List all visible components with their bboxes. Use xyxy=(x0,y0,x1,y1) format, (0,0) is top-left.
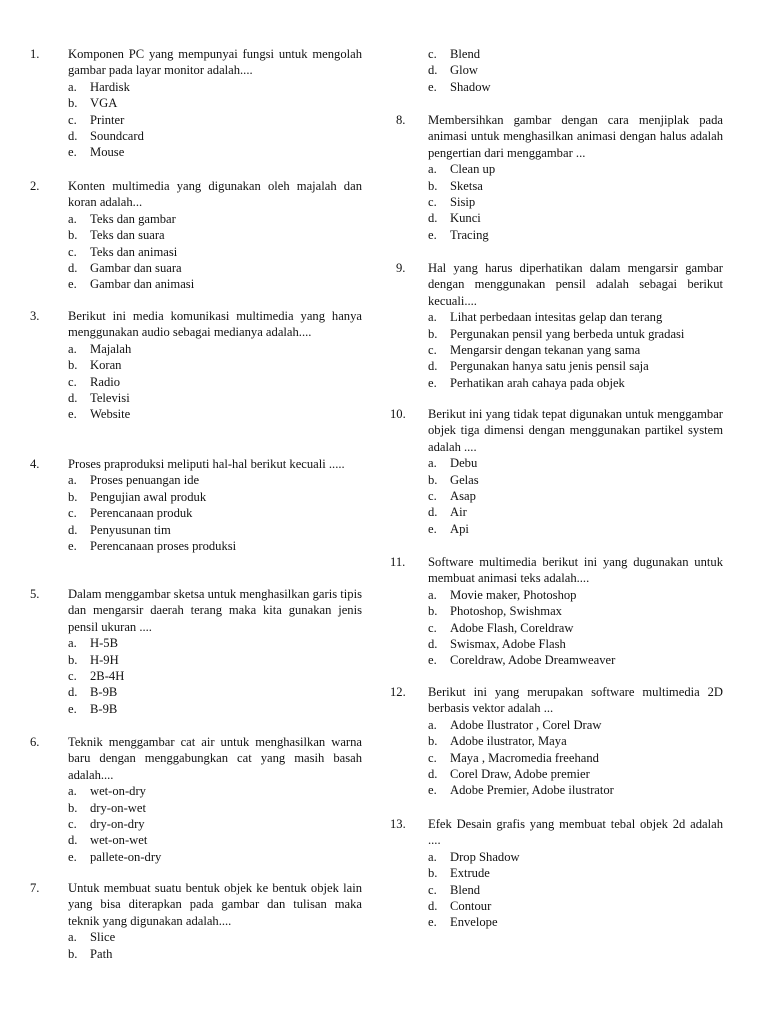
option-text: dry-on-dry xyxy=(90,817,145,832)
option-letter: c. xyxy=(68,374,77,389)
option-text: B-9B xyxy=(90,701,118,716)
option-text: Teks dan animasi xyxy=(90,244,178,259)
option-e xyxy=(68,144,362,160)
option-b xyxy=(68,227,362,243)
option-text: Kunci xyxy=(450,211,481,226)
option-letter: a. xyxy=(68,211,77,226)
option-d xyxy=(68,390,362,406)
option-letter: d. xyxy=(68,129,78,144)
option-a xyxy=(428,455,723,471)
option-letter: e. xyxy=(68,849,77,864)
option-letter: a. xyxy=(428,717,437,732)
question-text: Untuk membuat suatu bentuk objek ke bentuk objek lain yang bisa diterapkan pada gambar dan tulisan maka teknik yang digunakan adalah.... xyxy=(68,881,362,928)
option-letter: a. xyxy=(428,456,437,471)
option-text: Debu xyxy=(450,456,478,471)
question-text: Konten multimedia yang digunakan oleh majalah dan koran adalah... xyxy=(68,179,362,210)
option-letter: e. xyxy=(428,915,437,930)
option-list xyxy=(68,341,362,423)
option-c xyxy=(68,816,362,832)
option-letter: c. xyxy=(428,882,437,897)
option-a xyxy=(68,929,362,945)
question-text: Proses praproduksi meliputi hal-hal berikut kecuali ..... xyxy=(68,457,345,471)
question-number: 11. xyxy=(390,555,406,569)
option-text: Clean up xyxy=(450,162,496,177)
question-6 xyxy=(30,734,362,865)
option-b xyxy=(68,800,362,816)
option-letter: b. xyxy=(68,946,78,961)
question-text: Teknik menggambar cat air untuk menghasilkan warna baru dengan menggabungkan cat yang masih basah adalah.... xyxy=(68,735,362,782)
option-letter: e. xyxy=(428,79,437,94)
option-d xyxy=(428,504,723,520)
option-e xyxy=(68,538,362,554)
question-number: 12. xyxy=(390,685,406,699)
option-text: Api xyxy=(450,521,469,536)
option-letter: c. xyxy=(428,750,437,765)
option-text: Pergunakan hanya satu jenis pensil saja xyxy=(450,359,649,374)
option-text: Perhatikan arah cahaya pada objek xyxy=(450,375,625,390)
option-d xyxy=(68,128,362,144)
option-d xyxy=(68,260,362,276)
option-list xyxy=(428,587,723,669)
option-text: B-9B xyxy=(90,685,118,700)
option-letter: a. xyxy=(68,473,77,488)
option-text: Soundcard xyxy=(90,129,144,144)
option-text: Perencanaan proses produksi xyxy=(90,539,237,554)
option-b xyxy=(428,178,723,194)
option-letter: d. xyxy=(68,391,78,406)
option-list xyxy=(428,849,723,931)
option-letter: a. xyxy=(428,310,437,325)
question-number: 2. xyxy=(30,179,40,193)
option-text: Maya , Macromedia freehand xyxy=(450,750,599,765)
option-e xyxy=(68,849,362,865)
option-text: wet-on-wet xyxy=(90,833,148,848)
option-letter: b. xyxy=(428,734,438,749)
option-text: Koran xyxy=(90,358,122,373)
option-letter: d. xyxy=(68,833,78,848)
option-text: Pergunakan pensil yang berbeda untuk gradasi xyxy=(450,326,685,341)
option-list xyxy=(68,929,362,962)
option-e xyxy=(428,227,723,243)
option-a xyxy=(68,472,362,488)
option-list xyxy=(428,161,723,243)
option-e xyxy=(68,701,362,717)
option-letter: d. xyxy=(428,359,438,374)
option-d xyxy=(68,832,362,848)
option-b xyxy=(428,603,723,619)
option-letter: c. xyxy=(68,244,77,259)
question-text: Hal yang harus diperhatikan dalam mengarsir gambar dengan menggunakan pensil adalah sebagai berikut kecuali.... xyxy=(428,261,723,308)
option-letter: a. xyxy=(68,784,77,799)
option-letter: d. xyxy=(428,637,438,652)
question-number: 1. xyxy=(30,47,40,61)
option-text: Majalah xyxy=(90,341,132,356)
option-letter: c. xyxy=(68,506,77,521)
option-text: Slice xyxy=(90,930,116,945)
option-b xyxy=(68,489,362,505)
option-text: Coreldraw, Adobe Dreamweaver xyxy=(450,653,616,668)
question-number: 8. xyxy=(396,113,406,127)
option-c xyxy=(428,882,723,898)
option-text: Shadow xyxy=(450,79,491,94)
option-letter: d. xyxy=(428,63,438,78)
question-text: Software multimedia berikut ini yang dugunakan untuk membuat animasi teks adalah.... xyxy=(428,555,723,586)
option-list xyxy=(428,455,723,537)
option-letter: c. xyxy=(428,195,437,210)
option-b xyxy=(68,946,362,962)
question-9 xyxy=(390,260,723,391)
question-number: 6. xyxy=(30,735,40,749)
option-text: Lihat perbedaan intesitas gelap dan terang xyxy=(450,310,663,325)
question-number: 13. xyxy=(390,817,406,831)
option-text: Air xyxy=(450,505,467,520)
option-c xyxy=(428,620,723,636)
option-e xyxy=(428,782,723,798)
option-c xyxy=(428,46,723,62)
question-text: Berikut ini yang tidak tepat digunakan untuk menggambar objek tiga dimensi dengan menggunakan partikel system adalah .... xyxy=(428,407,723,454)
option-list xyxy=(68,635,362,717)
option-b xyxy=(428,733,723,749)
option-letter: d. xyxy=(68,685,78,700)
option-text: Movie maker, Photoshop xyxy=(450,587,577,602)
option-a xyxy=(428,587,723,603)
option-d xyxy=(428,210,723,226)
option-c xyxy=(68,668,362,684)
option-b xyxy=(428,472,723,488)
option-a xyxy=(428,717,723,733)
option-a xyxy=(68,783,362,799)
option-letter: c. xyxy=(68,669,77,684)
option-letter: e. xyxy=(68,407,77,422)
option-text: Teks dan suara xyxy=(90,228,165,243)
option-text: Photoshop, Swishmax xyxy=(450,604,562,619)
option-text: dry-on-wet xyxy=(90,800,146,815)
option-letter: e. xyxy=(68,145,77,160)
option-b xyxy=(68,95,362,111)
question-number: 4. xyxy=(30,457,40,471)
option-text: Mengarsir dengan tekanan yang sama xyxy=(450,343,641,358)
option-text: Proses penuangan ide xyxy=(90,473,200,488)
option-c xyxy=(428,342,723,358)
option-text: Blend xyxy=(450,882,481,897)
option-a xyxy=(428,849,723,865)
option-letter: a. xyxy=(68,930,77,945)
option-d xyxy=(428,62,723,78)
option-letter: b. xyxy=(428,472,438,487)
option-c xyxy=(428,488,723,504)
option-text: H-9H xyxy=(90,652,119,667)
option-text: Swismax, Adobe Flash xyxy=(450,637,566,652)
option-text: Sketsa xyxy=(450,178,483,193)
option-letter: d. xyxy=(428,899,438,914)
option-text: Asap xyxy=(450,489,476,504)
option-text: Drop Shadow xyxy=(450,849,520,864)
option-list xyxy=(68,472,362,554)
option-letter: d. xyxy=(68,522,78,537)
option-text: Gambar dan suara xyxy=(90,261,182,276)
option-letter: d. xyxy=(68,261,78,276)
option-c xyxy=(68,374,362,390)
option-a xyxy=(428,309,723,325)
question-text: Berikut ini media komunikasi multimedia yang hanya menggunakan audio sebagai medianya adalah.... xyxy=(68,309,362,340)
option-text: 2B-4H xyxy=(90,669,125,684)
option-list xyxy=(428,309,723,391)
question-1 xyxy=(30,46,362,161)
option-text: Penyusunan tim xyxy=(90,522,171,537)
option-letter: b. xyxy=(68,96,78,111)
option-text: Radio xyxy=(90,374,121,389)
option-e xyxy=(428,914,723,930)
option-text: pallete-on-dry xyxy=(90,849,162,864)
question-10 xyxy=(390,406,723,537)
option-list xyxy=(428,717,723,799)
option-text: Televisi xyxy=(90,391,130,406)
option-text: Website xyxy=(90,407,131,422)
option-letter: a. xyxy=(428,587,437,602)
question-text: Berikut ini yang merupakan software multimedia 2D berbasis vektor adalah ... xyxy=(428,685,723,716)
question-13 xyxy=(390,816,723,931)
option-d xyxy=(68,684,362,700)
option-text: wet-on-dry xyxy=(90,784,146,799)
option-list xyxy=(68,79,362,161)
option-letter: c. xyxy=(68,112,77,127)
option-text: Gambar dan animasi xyxy=(90,277,195,292)
option-letter: d. xyxy=(428,505,438,520)
option-letter: e. xyxy=(68,539,77,554)
question-number: 3. xyxy=(30,309,40,323)
option-b xyxy=(428,326,723,342)
option-list xyxy=(428,46,723,95)
option-letter: a. xyxy=(428,849,437,864)
question-text: Komponen PC yang mempunyai fungsi untuk mengolah gambar pada layar monitor adalah.... xyxy=(68,47,362,78)
left-column xyxy=(30,46,362,976)
question-5 xyxy=(30,586,362,717)
option-letter: d. xyxy=(428,211,438,226)
option-d xyxy=(428,636,723,652)
option-a xyxy=(68,635,362,651)
option-text: Envelope xyxy=(450,915,498,930)
option-letter: c. xyxy=(428,47,437,61)
option-c xyxy=(428,750,723,766)
option-letter: b. xyxy=(68,489,78,504)
question-12 xyxy=(390,684,723,799)
option-a xyxy=(68,79,362,95)
question-text: Membersihkan gambar dengan cara menjiplak pada animasi untuk menghasilkan animasi dengan halus adalah pengertian dari menggambar ... xyxy=(428,113,723,160)
option-letter: a. xyxy=(68,79,77,94)
option-letter: c. xyxy=(428,620,437,635)
option-text: Perencanaan produk xyxy=(90,506,193,521)
option-letter: e. xyxy=(428,227,437,242)
question-3 xyxy=(30,308,362,423)
option-c xyxy=(68,112,362,128)
option-text: Blend xyxy=(450,47,481,61)
question-7 xyxy=(30,880,362,962)
option-text: Extrude xyxy=(450,866,490,881)
question-number: 7. xyxy=(30,881,40,895)
option-e xyxy=(428,652,723,668)
option-list xyxy=(68,783,362,865)
option-letter: b. xyxy=(68,652,78,667)
option-text: Adobe Flash, Coreldraw xyxy=(450,620,574,635)
option-letter: a. xyxy=(68,341,77,356)
option-text: Adobe ilustrator, Maya xyxy=(450,734,567,749)
question-number: 9. xyxy=(396,261,406,275)
question-text: Dalam menggambar sketsa untuk menghasilkan garis tipis dan mengarsir daerah terang maka kita gunakan jenis pensil ukuran .... xyxy=(68,587,362,634)
question-2 xyxy=(30,178,362,293)
option-letter: b. xyxy=(68,358,78,373)
option-text: Adobe Premier, Adobe ilustrator xyxy=(450,783,614,798)
question-number: 10. xyxy=(390,407,406,421)
option-letter: e. xyxy=(68,701,77,716)
question-4 xyxy=(30,456,362,554)
option-text: Sisip xyxy=(450,195,476,210)
option-b xyxy=(428,865,723,881)
option-b xyxy=(68,652,362,668)
option-letter: b. xyxy=(428,326,438,341)
option-text: VGA xyxy=(90,96,118,111)
option-d xyxy=(68,522,362,538)
option-text: Teks dan gambar xyxy=(90,211,176,226)
option-letter: b. xyxy=(68,228,78,243)
option-text: Corel Draw, Adobe premier xyxy=(450,767,590,782)
option-letter: c. xyxy=(428,343,437,358)
option-letter: a. xyxy=(68,636,77,651)
option-d xyxy=(428,898,723,914)
option-d xyxy=(428,766,723,782)
option-list xyxy=(68,211,362,293)
option-e xyxy=(428,521,723,537)
option-letter: e. xyxy=(428,521,437,536)
option-letter: e. xyxy=(68,277,77,292)
option-c xyxy=(428,194,723,210)
right-column xyxy=(390,46,723,976)
option-text: H-5B xyxy=(90,636,118,651)
option-e xyxy=(68,406,362,422)
option-a xyxy=(428,161,723,177)
option-a xyxy=(68,211,362,227)
option-letter: e. xyxy=(428,653,437,668)
option-letter: d. xyxy=(428,767,438,782)
option-text: Path xyxy=(90,946,113,961)
option-letter: e. xyxy=(428,375,437,390)
option-letter: b. xyxy=(68,800,78,815)
question-text: Efek Desain grafis yang membuat tebal objek 2d adalah .... xyxy=(428,817,723,848)
option-letter: b. xyxy=(428,178,438,193)
option-text: Printer xyxy=(90,112,125,127)
option-text: Hardisk xyxy=(90,79,130,94)
option-letter: b. xyxy=(428,866,438,881)
option-b xyxy=(68,357,362,373)
question-7-continued xyxy=(390,46,723,95)
option-d xyxy=(428,358,723,374)
option-letter: b. xyxy=(428,604,438,619)
option-text: Tracing xyxy=(450,227,489,242)
option-letter: e. xyxy=(428,783,437,798)
option-e xyxy=(428,375,723,391)
option-text: Glow xyxy=(450,63,478,78)
question-number: 5. xyxy=(30,587,40,601)
option-text: Pengujian awal produk xyxy=(90,489,207,504)
option-text: Gelas xyxy=(450,472,479,487)
option-letter: a. xyxy=(428,162,437,177)
option-text: Mouse xyxy=(90,145,125,160)
option-c xyxy=(68,244,362,260)
question-11 xyxy=(390,554,723,669)
option-letter: c. xyxy=(68,817,77,832)
question-8 xyxy=(390,112,723,243)
option-e xyxy=(428,79,723,95)
option-e xyxy=(68,276,362,292)
option-a xyxy=(68,341,362,357)
option-text: Adobe Ilustrator , Corel Draw xyxy=(450,717,602,732)
option-c xyxy=(68,505,362,521)
option-text: Contour xyxy=(450,899,492,914)
option-letter: c. xyxy=(428,489,437,504)
